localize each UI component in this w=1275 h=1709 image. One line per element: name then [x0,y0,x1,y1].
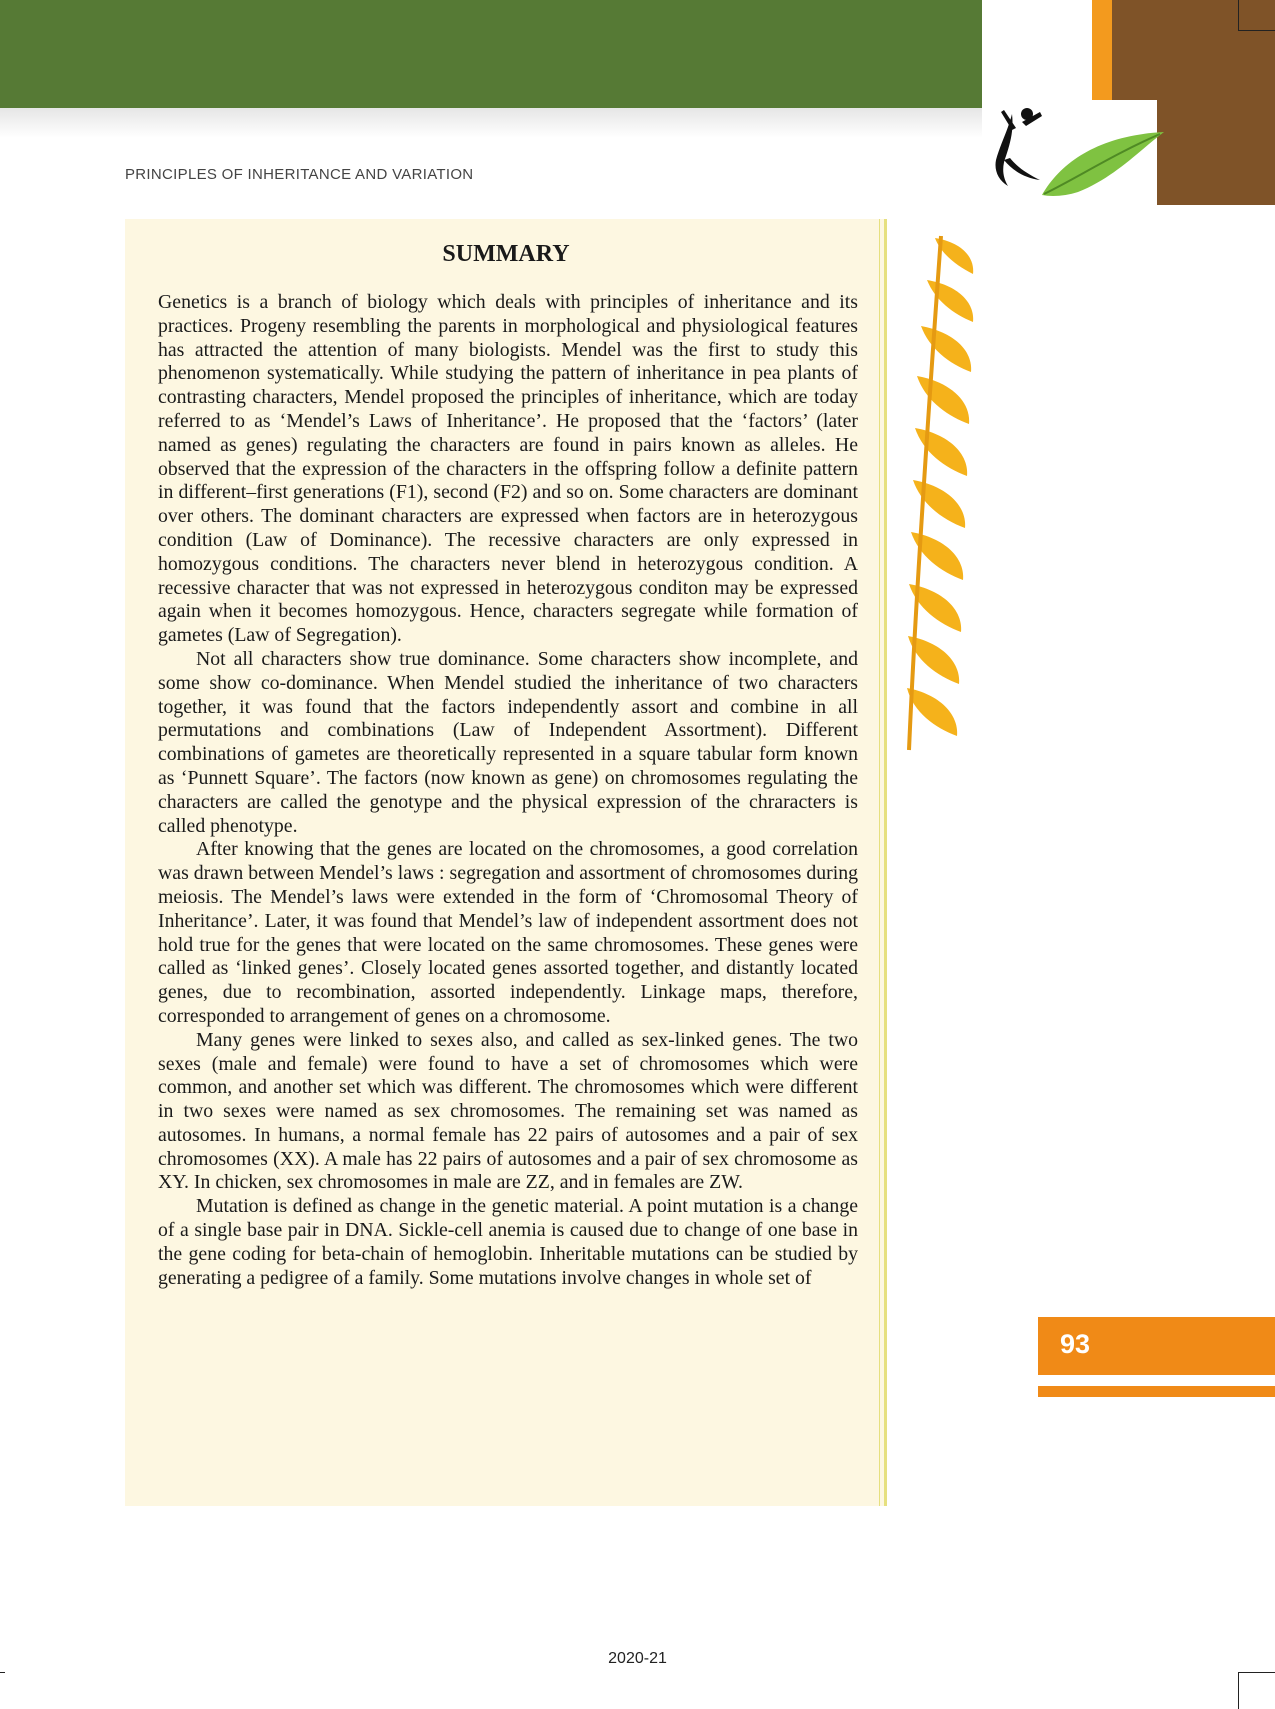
summary-paragraph: Mutation is defined as change in the genetic material. A point mutation is a change of a single base pair in DNA. Sickle-cell anemia is caused due to change of one base in the gene coding for beta-chain of hemoglobin. Inheritable mutations can be studied by generating a pedigree of a family. Some mutations involve changes in whole set of [158,1195,858,1289]
crop-mark [0,1672,5,1673]
box-rule-right [884,219,887,1506]
figure-icon [996,108,1043,186]
crop-mark [1238,0,1239,30]
fern-frond-decoration [905,230,980,755]
summary-paragraph: Many genes were linked to sexes also, and called as sex-linked genes. The two sexes (male and female) were found to have a set of chromosomes which were common, and another set which was different. The chromosomes which were different in two sexes were named as sex chromosomes. The remaining set was named as autosomes. In humans, a normal female has 22 pairs of autosomes and a pair of sex chromosomes (XX). A male has 22 pairs of autosomes and a pair of sex chromosome as XY. In chicken, sex chromosomes in male are ZZ, and in females are ZW. [158,1028,858,1194]
footer-year: 2020-21 [608,1650,667,1667]
box-rule-right-inner [879,219,880,1506]
green-leaf-icon [1042,132,1164,196]
page-tab-underline [1038,1386,1275,1397]
summary-box [125,219,887,1506]
crop-mark [1238,1672,1275,1673]
summary-paragraph: Not all characters show true dominance. Some characters show incomplete, and some show co-dominance. When Mendel studied the inheritance of two characters together, it was found that the factors independently assort and combine in all permutations and combinations (Law of Independent Assortment). Different combinations of gametes are theoretically represented in a square tabular form known as ‘Punnett Square’. The factors (now known as gene) on chromosomes regulating the characters are called the genotype and the physical expression of the chraracters is called phenotype. [158,647,858,837]
ncert-logo-icon [982,100,1172,205]
header-banner [0,0,982,108]
running-head: PRINCIPLES OF INHERITANCE AND VARIATION [125,166,474,183]
header-shadow [0,108,982,138]
summary-paragraph: After knowing that the genes are located on the chromosomes, a good correlation was drawn between Mendel’s laws : segregation and assortment of chromosomes during meiosis. The Mendel’s laws were extended in the form of ‘Chromosomal Theory of Inheritance’. Later, it was found that Mendel’s law of independent assortment does not hold true for the genes that were located on the same chromosomes. These genes were called as ‘linked genes’. Closely located genes assorted together, and distantly located genes, due to recombination, assorted independently. Linkage maps, therefore, corresponded to arrangement of genes on a chromosome. [158,838,858,1027]
crop-mark [1238,1672,1239,1709]
summary-paragraph: Genetics is a branch of biology which deals with principles of inheritance and its practices. Progeny resembling the parents in morphological and physiological features has attracted the attention of many biologists. Mendel was the first to study this phenomenon systematically. While studying the pattern of inheritance in pea plants of contrasting characters, Mendel proposed the principles of inheritance, which are today referred to as ‘Mendel’s Laws of Inheritance’. He proposed that the ‘factors’ (later named as genes) regulating the characters are found in pairs known as alleles. He observed that the expression of the characters in the offspring follow a definite pattern in different–first generations (F1), second (F2) and so on. Some characters are dominant over others. The dominant characters are expressed when factors are in heterozygous condition (Law of Dominance). The recessive characters are only expressed in homozygous conditions. The characters never blend in heterozygous condition. A recessive character that was not expressed in heterozygous conditon may be expressed again when it becomes homozygous. Hence, characters segregate while formation of gametes (Law of Segregation). [158,291,858,647]
summary-text [158,291,858,1290]
page-number: 93 [1060,1329,1091,1359]
page-number-tab [1038,1317,1275,1375]
crop-mark [1238,30,1275,31]
summary-title: SUMMARY [442,241,570,267]
